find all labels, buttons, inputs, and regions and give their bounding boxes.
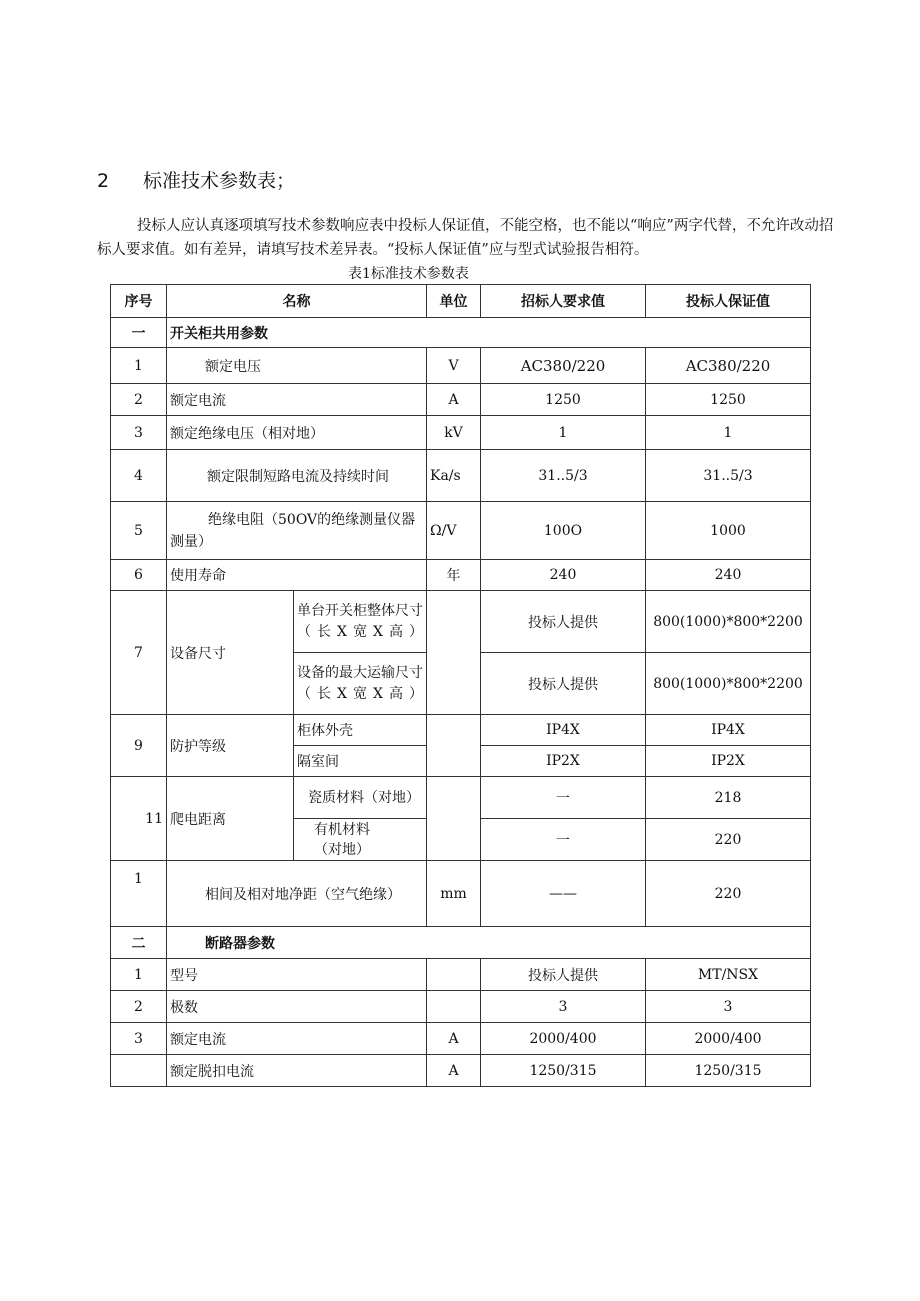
intro-paragraph: 投标人应认真逐项填写技术参数响应表中投标人保证值，不能空格，也不能以“响应”两字代替，不允许改动招标人要求值。如有差异，请填写技术差异表。“投标人保证值”应与型式试验报告相符。 bbox=[97, 218, 834, 258]
row-subname: 隔室间 bbox=[294, 746, 427, 777]
header-row bbox=[111, 285, 811, 318]
row-name: 设备尺寸 bbox=[167, 591, 294, 715]
table-row bbox=[111, 715, 811, 746]
row-seq: 3 bbox=[111, 416, 167, 450]
row-guaranteed: MT/NSX bbox=[646, 959, 811, 991]
row-guaranteed: 240 bbox=[646, 560, 811, 591]
row-guaranteed: 1000 bbox=[646, 502, 811, 560]
row-seq: 3 bbox=[111, 1023, 167, 1055]
row-subname: 单台开关柜整体尺寸（长X宽X高） bbox=[294, 591, 427, 653]
row-name: 额定电流 bbox=[167, 1023, 427, 1055]
row-required: IP4X bbox=[481, 715, 646, 746]
table-row bbox=[111, 991, 811, 1023]
table-row bbox=[111, 861, 811, 927]
section-title: 标准技术参数表； bbox=[143, 170, 296, 192]
row-guaranteed: IP4X bbox=[646, 715, 811, 746]
table-row bbox=[111, 1023, 811, 1055]
row-guaranteed: 3 bbox=[646, 991, 811, 1023]
table-row bbox=[111, 416, 811, 450]
row-unit bbox=[427, 715, 481, 777]
row-required: 投标人提供 bbox=[481, 591, 646, 653]
group-row bbox=[111, 927, 811, 959]
group-title: 断路器参数 bbox=[167, 927, 811, 959]
row-required: 3 bbox=[481, 991, 646, 1023]
row-guaranteed: 2000/400 bbox=[646, 1023, 811, 1055]
row-unit: 年 bbox=[427, 560, 481, 591]
row-subname: 柜体外壳 bbox=[294, 715, 427, 746]
row-seq: 2 bbox=[111, 384, 167, 416]
group-seq: 一 bbox=[111, 318, 167, 348]
row-name: 防护等级 bbox=[167, 715, 294, 777]
row-unit bbox=[427, 991, 481, 1023]
row-seq: 1 bbox=[111, 959, 167, 991]
row-unit bbox=[427, 591, 481, 715]
header-required: 招标人要求值 bbox=[481, 285, 646, 318]
row-name: 额定电压 bbox=[167, 348, 427, 384]
section-heading bbox=[97, 166, 295, 193]
row-required: 31..5/3 bbox=[481, 450, 646, 502]
row-unit: mm bbox=[427, 861, 481, 927]
row-required: 2000/400 bbox=[481, 1023, 646, 1055]
row-name: 相间及相对地净距（空气绝缘） bbox=[167, 861, 427, 927]
row-name: 额定电流 bbox=[167, 384, 427, 416]
group-seq: 二 bbox=[111, 927, 167, 959]
parameter-table bbox=[110, 284, 811, 1087]
row-subname: 瓷质材料（对地） bbox=[294, 777, 427, 819]
row-guaranteed: 1 bbox=[646, 416, 811, 450]
row-required: 1250/315 bbox=[481, 1055, 646, 1087]
row-seq: 5 bbox=[111, 502, 167, 560]
row-unit: A bbox=[427, 384, 481, 416]
row-unit bbox=[427, 777, 481, 861]
row-seq: 9 bbox=[111, 715, 167, 777]
row-guaranteed: 800(1000)*800*2200 bbox=[646, 653, 811, 715]
section-number: 2 bbox=[97, 170, 110, 192]
header-unit: 单位 bbox=[427, 285, 481, 318]
row-seq: 7 bbox=[111, 591, 167, 715]
row-required: AC380/220 bbox=[481, 348, 646, 384]
row-seq: 1 bbox=[111, 861, 167, 927]
row-unit: Ka/s bbox=[427, 450, 481, 502]
row-name: 绝缘电阻（50OV的绝缘测量仪器测量） bbox=[167, 502, 427, 560]
row-guaranteed: 220 bbox=[646, 861, 811, 927]
header-name: 名称 bbox=[167, 285, 427, 318]
row-seq: 11 bbox=[111, 777, 167, 861]
row-name: 额定限制短路电流及持续时间 bbox=[167, 450, 427, 502]
row-unit: A bbox=[427, 1023, 481, 1055]
group-row bbox=[111, 318, 811, 348]
row-required: 1 bbox=[481, 416, 646, 450]
row-unit: kV bbox=[427, 416, 481, 450]
row-guaranteed: 1250 bbox=[646, 384, 811, 416]
row-guaranteed: IP2X bbox=[646, 746, 811, 777]
row-required: 投标人提供 bbox=[481, 653, 646, 715]
row-required: 1250 bbox=[481, 384, 646, 416]
row-guaranteed: 218 bbox=[646, 777, 811, 819]
row-unit: A bbox=[427, 1055, 481, 1087]
row-subname: 有机材料（对地） bbox=[294, 819, 427, 861]
row-subname: 设备的最大运输尺寸（长X宽X高） bbox=[294, 653, 427, 715]
row-seq: 1 bbox=[111, 348, 167, 384]
row-name: 额定脱扣电流 bbox=[167, 1055, 427, 1087]
table-row bbox=[111, 591, 811, 653]
row-required: 240 bbox=[481, 560, 646, 591]
row-unit: V bbox=[427, 348, 481, 384]
row-seq: 2 bbox=[111, 991, 167, 1023]
header-guaranteed: 投标人保证值 bbox=[646, 285, 811, 318]
table-row bbox=[111, 348, 811, 384]
row-required: 投标人提供 bbox=[481, 959, 646, 991]
row-required: 一 bbox=[481, 777, 646, 819]
table-row bbox=[111, 1055, 811, 1087]
row-required: 一 bbox=[481, 819, 646, 861]
table-caption: 表1标准技术参数表 bbox=[348, 266, 469, 282]
row-guaranteed: 800(1000)*800*2200 bbox=[646, 591, 811, 653]
row-guaranteed: 31..5/3 bbox=[646, 450, 811, 502]
row-required: IP2X bbox=[481, 746, 646, 777]
row-name: 爬电距离 bbox=[167, 777, 294, 861]
table-row bbox=[111, 959, 811, 991]
header-seq: 序号 bbox=[111, 285, 167, 318]
row-name: 型号 bbox=[167, 959, 427, 991]
table-row bbox=[111, 502, 811, 560]
row-name: 使用寿命 bbox=[167, 560, 427, 591]
row-name: 额定绝缘电压（相对地） bbox=[167, 416, 427, 450]
table-row bbox=[111, 560, 811, 591]
row-guaranteed: 1250/315 bbox=[646, 1055, 811, 1087]
row-seq: 6 bbox=[111, 560, 167, 591]
row-unit: Ω/V bbox=[427, 502, 481, 560]
row-required: —— bbox=[481, 861, 646, 927]
row-unit bbox=[427, 959, 481, 991]
row-required: 100O bbox=[481, 502, 646, 560]
row-seq: 4 bbox=[111, 450, 167, 502]
row-guaranteed: AC380/220 bbox=[646, 348, 811, 384]
table-row bbox=[111, 450, 811, 502]
row-seq bbox=[111, 1055, 167, 1087]
row-name: 极数 bbox=[167, 991, 427, 1023]
group-title: 开关柜共用参数 bbox=[167, 318, 811, 348]
row-guaranteed: 220 bbox=[646, 819, 811, 861]
table-row bbox=[111, 384, 811, 416]
table-row bbox=[111, 777, 811, 819]
